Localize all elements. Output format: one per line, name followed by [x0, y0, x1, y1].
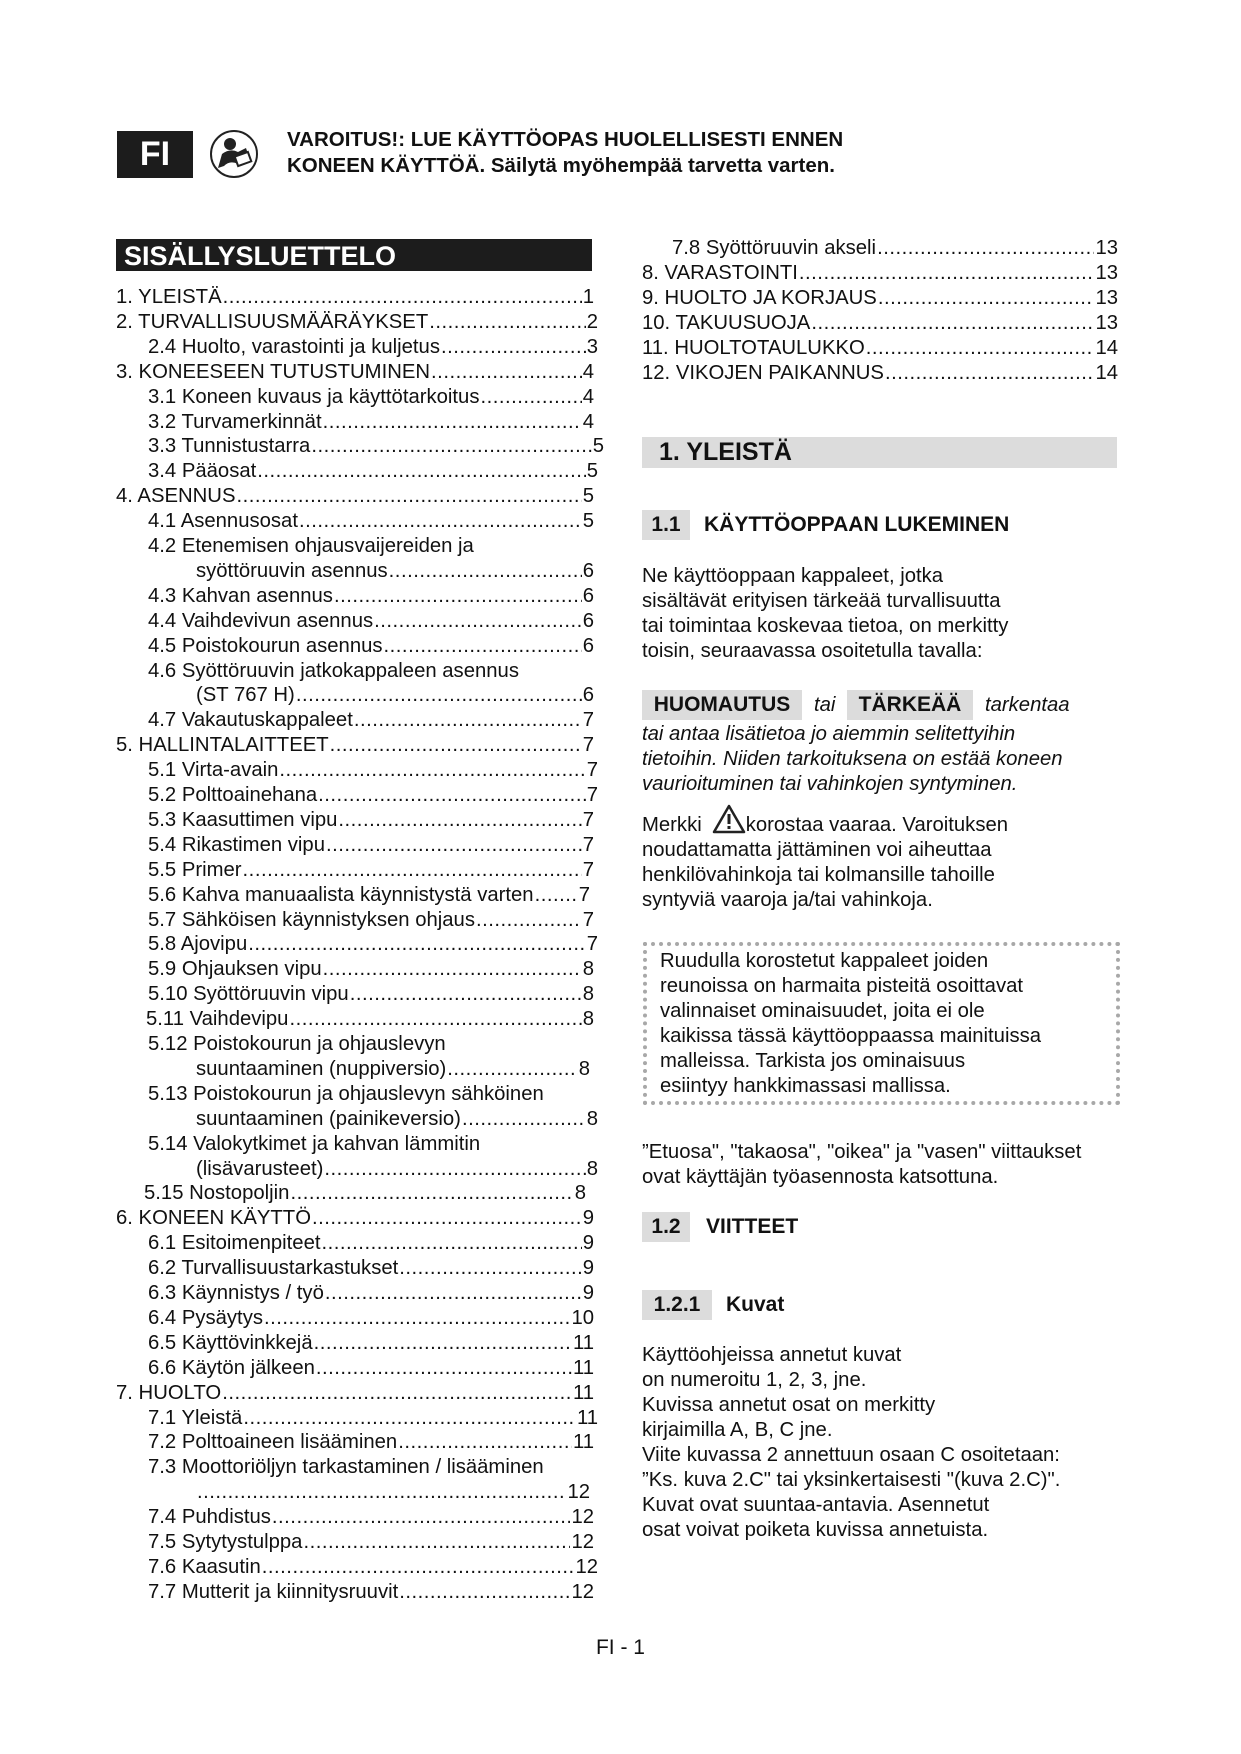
toc-entry [116, 360, 594, 384]
toc-entry [148, 1530, 594, 1554]
toc-entry-page: 13 [1095, 237, 1118, 259]
toc-entry [116, 1206, 594, 1230]
toc-entry-page: 8 [578, 1057, 590, 1080]
toc-entry-label: suuntaaminen (painikeversio) [196, 1107, 461, 1130]
toc-leader-dots [279, 758, 585, 782]
toc-entry [148, 883, 590, 907]
toc-entry-page: 13 [1095, 261, 1118, 284]
paragraph-directions [642, 1140, 1142, 1190]
text-line: vaurioituminen tai vahinkojen syntyminen. [642, 773, 1018, 795]
toc-leader-dots [323, 410, 582, 434]
toc-entry-page: 7 [582, 833, 594, 856]
toc-entry [148, 1331, 594, 1355]
toc-entry [148, 1505, 594, 1529]
toc-entry-label: 4.1 Asennusosat [148, 510, 298, 533]
toc-leader-dots [885, 361, 1094, 385]
toc-entry [196, 1480, 590, 1504]
toc-entry [146, 1007, 594, 1031]
text-line: Viite kuvassa 2 annettuun osaan C osoitetaan: [642, 1444, 1060, 1466]
toc-entry-label: 7. HUOLTO [116, 1381, 222, 1404]
language-badge: FI [117, 131, 193, 178]
toc-entry-label: 8. VARASTOINTI [642, 261, 798, 284]
toc-entry [148, 1231, 594, 1255]
toc-entry [148, 609, 594, 633]
toc-entry-label: 6.1 Esitoimenpiteet [148, 1232, 321, 1255]
toc-entry-page: 14 [1095, 361, 1118, 384]
toc-entry [148, 833, 594, 857]
toc-leader-dots [222, 1381, 572, 1405]
toc-entry-label: 7.4 Puhdistus [148, 1506, 271, 1529]
toc-entry-label: (lisävarusteet) [196, 1157, 324, 1180]
toc-entry-label: 7.8 Syöttöruuvin akseli [672, 237, 877, 259]
paragraph-figures [642, 1343, 1142, 1543]
toc-leader-dots [334, 584, 582, 608]
toc-leader-dots [299, 509, 582, 533]
toc-entry-page: 11 [572, 1381, 594, 1404]
toc-leader-dots [236, 484, 581, 508]
toc-entry [148, 1430, 594, 1454]
toc-entry-label: 5.6 Kahva manuaalista käynnistystä varten [148, 883, 534, 906]
toc-entry-label: 5.4 Rikastimen vipu [148, 833, 325, 856]
toc-entry-label: 3.4 Pääosat [148, 460, 257, 483]
toc-leader-dots [877, 236, 1094, 260]
toc-entry [148, 1256, 594, 1280]
toc-entry [116, 310, 598, 334]
toc-entry [148, 1356, 594, 1380]
toc-entry [642, 286, 1118, 310]
toc-entry [148, 1406, 598, 1430]
paragraph-optional [660, 949, 1140, 1099]
toc-leader-dots [350, 982, 582, 1006]
toc-entry-label: 4.2 Etenemisen ohjausvaijereiden ja [148, 535, 474, 557]
toc-leader-dots [316, 1356, 572, 1380]
toc-entry-page: 8 [582, 958, 594, 981]
toc-entry [148, 1306, 594, 1330]
toc-entry [148, 410, 594, 434]
toc-entry-page: 11 [576, 1406, 598, 1429]
subsection-title: VIITTEET [706, 1215, 799, 1238]
toc-leader-dots [476, 908, 582, 932]
text-line: valinnaiset ominaisuudet, joita ei ole [660, 1000, 985, 1022]
toc-entry-page: 8 [574, 1182, 586, 1205]
toc-entry-page: 8 [586, 1107, 598, 1130]
toc-leader-dots [462, 1107, 586, 1131]
toc-entry-page: 9 [582, 1232, 594, 1255]
toc-leader-dots [272, 1505, 571, 1529]
toc-entry-label: syöttöruuvin asennus [196, 559, 388, 582]
toc-entry-page: 11 [572, 1331, 594, 1354]
toc-entry-page: 7 [582, 858, 594, 881]
text-line: henkilövahinkoja tai kolmansille tahoille [642, 864, 995, 886]
toc-entry-page: 9 [582, 1207, 594, 1230]
subsection-title: KÄYTTÖOPPAAN LUKEMINEN [704, 513, 1010, 536]
toc-entry-label: 5.14 Valokytkimet ja kahvan lämmitin [148, 1132, 481, 1155]
toc-entry-page: 14 [1095, 336, 1118, 359]
text-rest: korostaa vaaraa. Varoituksen [745, 814, 1009, 836]
toc-entry-page: 8 [586, 1157, 598, 1180]
text-line: tai toimintaa koskevaa tietoa, on merkitty [642, 615, 1009, 637]
toc-entry [116, 733, 594, 757]
text-line: esiintyy hankkimassasi mallissa. [660, 1075, 951, 1097]
toc-entry [148, 758, 598, 782]
toc-entry-page: 12 [571, 1531, 594, 1553]
toc-entry [148, 783, 598, 807]
toc-entry-page: 13 [1095, 311, 1118, 334]
toc-entry-label: 5.8 Ajovipu [148, 933, 248, 956]
toc-leader-dots [354, 708, 582, 732]
toc-entry-label: 4.3 Kahvan asennus [148, 584, 333, 607]
toc-leader-dots [322, 1231, 582, 1255]
toc-entry [148, 932, 598, 956]
toc-entry-label: 3.1 Koneen kuvaus ja käyttötarkoitus [148, 385, 480, 408]
toc-entry-page: 7 [582, 808, 594, 831]
warning-line-2: KONEEN KÄYTTÖÄ. Säilytä myöhempää tarvetta varten. [287, 154, 835, 177]
toc-entry [148, 509, 594, 533]
toc-leader-dots [325, 1281, 582, 1305]
text-line: kirjaimilla A, B, C jne. [642, 1419, 833, 1441]
text-line: Ne käyttöoppaan kappaleet, jotka [642, 565, 944, 587]
text-or: tai [814, 694, 836, 716]
toc-entry-label: 9. HUOLTO JA KORJAUS [642, 286, 877, 309]
toc-entry-label: 1. YLEISTÄ [116, 286, 222, 308]
text-line: toisin, seuraavassa osoitetulla tavalla: [642, 640, 983, 662]
toc-leader-dots [318, 783, 586, 807]
toc-entry-label: 4.6 Syöttöruuvin jatkokappaleen asennus [148, 659, 519, 682]
toc-entry-label: 5.9 Ohjauksen vipu [148, 958, 322, 981]
toc-entry-page: 6 [582, 634, 594, 657]
toc-entry-label: 5.5 Primer [148, 858, 242, 881]
toc-leader-dots [374, 609, 582, 633]
toc-entry-label: 5.7 Sähköisen käynnistyksen ohjaus [148, 908, 475, 931]
toc-entry-page: 5 [586, 460, 598, 483]
text-line: ”Ks. kuva 2.C" tai yksinkertaisesti "(kuva 2.C)". [642, 1469, 1061, 1491]
toc-entry [148, 908, 594, 932]
warning-triangle-icon [712, 804, 746, 834]
toc-entry-page: 11 [572, 1356, 594, 1379]
toc-entry-page: 12 [571, 1580, 594, 1603]
toc-entry [148, 1555, 598, 1579]
warning-line-1: VAROITUS!: LUE KÄYTTÖOPAS HUOLELLISESTI ENNEN [287, 128, 844, 151]
toc-entry [196, 683, 594, 707]
subsubsection-title: Kuvat [726, 1293, 785, 1316]
important-tag: TÄRKEÄÄ [847, 690, 973, 720]
text-line: kaikissa tässä käyttöoppaassa mainituissa [660, 1025, 1042, 1047]
section-heading-yleista: 1. YLEISTÄ [642, 437, 1117, 468]
read-manual-icon [210, 130, 258, 178]
toc-entry [148, 1082, 544, 1106]
toc-entry-page: 9 [582, 1257, 594, 1280]
toc-entry-page: 5 [582, 485, 594, 508]
text-line: sisältävät erityisen tärkeää turvallisuutta [642, 590, 1001, 612]
text-line: tietoihin. Niiden tarkoituksena on estää koneen [642, 748, 1063, 770]
toc-entry-page: 10 [571, 1306, 594, 1329]
toc-entry-page: 4 [582, 360, 594, 383]
toc-entry [148, 708, 594, 732]
toc-leader-dots [314, 1331, 572, 1355]
toc-entry [148, 634, 594, 658]
toc-entry-page: 7 [586, 784, 598, 806]
toc-entry [642, 336, 1118, 360]
toc-entry-page: 2 [586, 310, 598, 333]
toc-entry-label: 4.7 Vakautuskappaleet [148, 709, 353, 732]
toc-entry [148, 335, 598, 359]
text-line: malleissa. Tarkista jos ominaisuus [660, 1050, 966, 1072]
toc-leader-dots [338, 808, 581, 832]
toc-title: SISÄLLYSLUETTELO [116, 239, 592, 271]
toc-leader-dots [264, 1306, 570, 1330]
toc-entry-label: 6. KONEEN KÄYTTÖ [116, 1207, 311, 1230]
toc-entry [116, 285, 594, 309]
toc-leader-dots [441, 335, 586, 359]
toc-entry-page: 12 [571, 1506, 594, 1529]
toc-entry [116, 1381, 594, 1405]
toc-leader-dots [296, 683, 582, 707]
text-mark: Merkki [642, 814, 702, 836]
toc-entry-page: 11 [572, 1431, 594, 1454]
toc-entry [148, 1281, 594, 1305]
toc-entry [148, 1455, 544, 1479]
toc-leader-dots [330, 733, 582, 757]
toc-leader-dots [480, 385, 581, 409]
toc-leader-dots [429, 310, 586, 334]
toc-leader-dots [311, 434, 591, 458]
toc-entry-label: 6.2 Turvallisuustarkastukset [148, 1257, 399, 1280]
toc-entry-label: 3.3 Tunnistustarra [148, 435, 311, 458]
toc-entry [148, 808, 594, 832]
toc-entry-label: 3.2 Turvamerkinnät [148, 410, 322, 433]
toc-entry-label: 5.15 Nostopoljin [144, 1182, 290, 1205]
toc-entry-label: 5.2 Polttoainehana [148, 784, 318, 806]
toc-entry [148, 1132, 480, 1156]
toc-entry-label: 2. TURVALLISUUSMÄÄRÄYKSET [116, 310, 429, 333]
paragraph-intro [642, 564, 1122, 664]
toc-entry [148, 659, 519, 683]
toc-entry-label: 4.5 Poistokourun asennus [148, 634, 383, 657]
text-line: Kuvissa annetut osat on merkitty [642, 1394, 936, 1416]
toc-entry [148, 1580, 594, 1604]
toc-entry [148, 434, 604, 458]
toc-entry-label: 5.10 Syöttöruuvin vipu [148, 983, 349, 1006]
toc-entry-page: 8 [582, 1008, 594, 1031]
toc-entry [148, 385, 594, 409]
toc-entry-page: 6 [582, 609, 594, 632]
toc-leader-dots [243, 1406, 576, 1430]
toc-entry [148, 957, 594, 981]
toc-leader-dots [312, 1206, 582, 1230]
toc-leader-dots [324, 1157, 585, 1181]
toc-entry-page: 7 [578, 883, 590, 906]
toc-leader-dots [248, 932, 585, 956]
toc-leader-dots [799, 261, 1095, 285]
toc-entry [196, 1107, 598, 1131]
toc-leader-dots [262, 1555, 575, 1579]
toc-leader-dots [866, 336, 1095, 360]
toc-entry-page: 5 [592, 435, 604, 458]
toc-entry-page: 1 [582, 286, 594, 308]
toc-entry-page: 4 [582, 385, 594, 408]
text-line: on numeroitu 1, 2, 3, jne. [642, 1369, 867, 1391]
toc-entry-label: 7.7 Mutterit ja kiinnitysruuvit [148, 1580, 399, 1603]
toc-leader-dots [384, 634, 582, 658]
toc-entry-page: 4 [582, 410, 594, 433]
toc-entry-page: 8 [582, 983, 594, 1006]
toc-entry-label: 7.2 Polttoaineen lisääminen [148, 1431, 398, 1454]
text-line: Käyttöohjeissa annetut kuvat [642, 1344, 902, 1366]
toc-leader-dots [197, 1480, 566, 1504]
toc-entry [148, 982, 594, 1006]
toc-entry [642, 361, 1118, 385]
toc-leader-dots [878, 286, 1095, 310]
toc-entry [148, 584, 594, 608]
text-specifies: tarkentaa [985, 694, 1070, 716]
toc-entry-page: 3 [586, 335, 598, 358]
toc-entry [642, 261, 1118, 285]
toc-leader-dots [289, 1007, 581, 1031]
toc-leader-dots [290, 1181, 573, 1205]
toc-entry [196, 1057, 590, 1081]
subsection-number: 1.1 [642, 510, 690, 540]
text-line: Ruudulla korostetut kappaleet joiden [660, 950, 989, 972]
toc-entry-label: 7.5 Sytytystulppa [148, 1531, 303, 1553]
subsection-number: 1.2 [642, 1212, 690, 1242]
toc-entry-label: 7.3 Moottoriöljyn tarkastaminen / lisääminen [148, 1456, 544, 1479]
text-line: reunoissa on harmaita pisteitä osoittavat [660, 975, 1024, 997]
toc-entry [148, 459, 598, 483]
toc-entry-label: 5.3 Kaasuttimen vipu [148, 808, 338, 831]
toc-leader-dots [811, 311, 1094, 335]
toc-entry-label: (ST 767 H) [196, 684, 295, 707]
toc-leader-dots [243, 858, 582, 882]
toc-entry-label: 6.5 Käyttövinkkejä [148, 1331, 313, 1354]
toc-leader-dots [303, 1530, 570, 1554]
toc-leader-dots [399, 1580, 570, 1604]
toc-entry-page: 7 [586, 759, 598, 782]
toc-entry-page: 9 [582, 1282, 594, 1304]
toc-entry-label: 2.4 Huolto, varastointi ja kuljetus [148, 335, 440, 358]
toc-entry-label: 12. VIKOJEN PAIKANNUS [642, 361, 884, 384]
toc-entry-page: 7 [582, 734, 594, 757]
toc-entry-label: 6.3 Käynnistys / työ [148, 1282, 324, 1304]
toc-entry [196, 1157, 598, 1181]
toc-leader-dots [447, 1057, 577, 1081]
toc-entry-page: 6 [582, 559, 594, 582]
toc-entry-page: 5 [582, 510, 594, 533]
text-line: ovat käyttäjän työasennosta katsottuna. [642, 1166, 999, 1188]
toc-entry-label: 5.11 Vaihdevipu [146, 1008, 289, 1031]
toc-entry [148, 534, 474, 558]
text-line: osat voivat poiketa kuvissa annetuista. [642, 1519, 989, 1541]
text-line: noudattamatta jättäminen voi aiheuttaa [642, 839, 992, 861]
toc-entry-page: 6 [582, 684, 594, 707]
toc-entry-page: 7 [586, 933, 598, 956]
toc-entry-label: 6.4 Pysäytys [148, 1306, 263, 1329]
toc-entry-label: 5. HALLINTALAITTEET [116, 734, 329, 757]
toc-entry [116, 484, 594, 508]
toc-leader-dots [323, 957, 582, 981]
toc-entry-label: 6.6 Käytön jälkeen [148, 1356, 315, 1379]
toc-entry-page: 12 [567, 1481, 590, 1504]
toc-entry-label: 4. ASENNUS [116, 485, 236, 508]
toc-leader-dots [398, 1430, 572, 1454]
toc-entry-page: 7 [582, 908, 594, 931]
toc-entry-page: 7 [582, 709, 594, 732]
toc-entry [672, 236, 1118, 260]
toc-leader-dots [399, 1256, 581, 1280]
toc-leader-dots [326, 833, 582, 857]
toc-entry [148, 1032, 446, 1056]
text-line: Kuvat ovat suuntaa-antavia. Asennetut [642, 1494, 990, 1516]
toc-entry-page: 12 [575, 1555, 598, 1578]
text-line: tai antaa lisätietoa jo aiemmin selitettyihin [642, 723, 1016, 745]
toc-entry-label: 7.1 Yleistä [148, 1406, 243, 1429]
toc-leader-dots [535, 883, 578, 907]
toc-entry [642, 311, 1118, 335]
toc-entry-label: suuntaaminen (nuppiversio) [196, 1057, 447, 1080]
paragraph-note [642, 722, 1132, 797]
toc-leader-dots [431, 360, 582, 384]
toc-entry-label: 5.12 Poistokourun ja ohjauslevyn [148, 1033, 446, 1055]
toc-entry-label: 10. TAKUUSUOJA [642, 311, 811, 334]
subsubsection-number: 1.2.1 [642, 1290, 712, 1320]
text-line: syntyviä vaaroja ja/tai vahinkoja. [642, 889, 933, 911]
toc-entry [148, 858, 594, 882]
page-number: FI - 1 [595, 1636, 645, 1659]
text-line: ”Etuosa", "takaosa", "oikea" ja "vasen" viittaukset [642, 1141, 1082, 1163]
toc-entry [196, 559, 594, 583]
toc-leader-dots [389, 559, 582, 583]
toc-entry-label: 5.13 Poistokourun ja ohjauslevyn sähköinen [148, 1082, 544, 1105]
toc-leader-dots [223, 285, 582, 309]
toc-entry-label: 11. HUOLTOTAULUKKO [642, 336, 865, 359]
toc-entry-label: 3. KONEESEEN TUTUSTUMINEN [116, 360, 431, 383]
warning-text [287, 127, 967, 179]
note-tag: HUOMAUTUS [642, 690, 802, 720]
toc-entry-page: 13 [1095, 286, 1118, 309]
toc-entry-page: 6 [582, 584, 594, 607]
toc-entry [144, 1181, 586, 1205]
toc-entry-label: 5.1 Virta-avain [148, 759, 279, 782]
toc-entry-label: 4.4 Vaihdevivun asennus [148, 609, 374, 632]
toc-leader-dots [257, 459, 585, 483]
toc-entry-label: 7.6 Kaasutin [148, 1555, 261, 1578]
